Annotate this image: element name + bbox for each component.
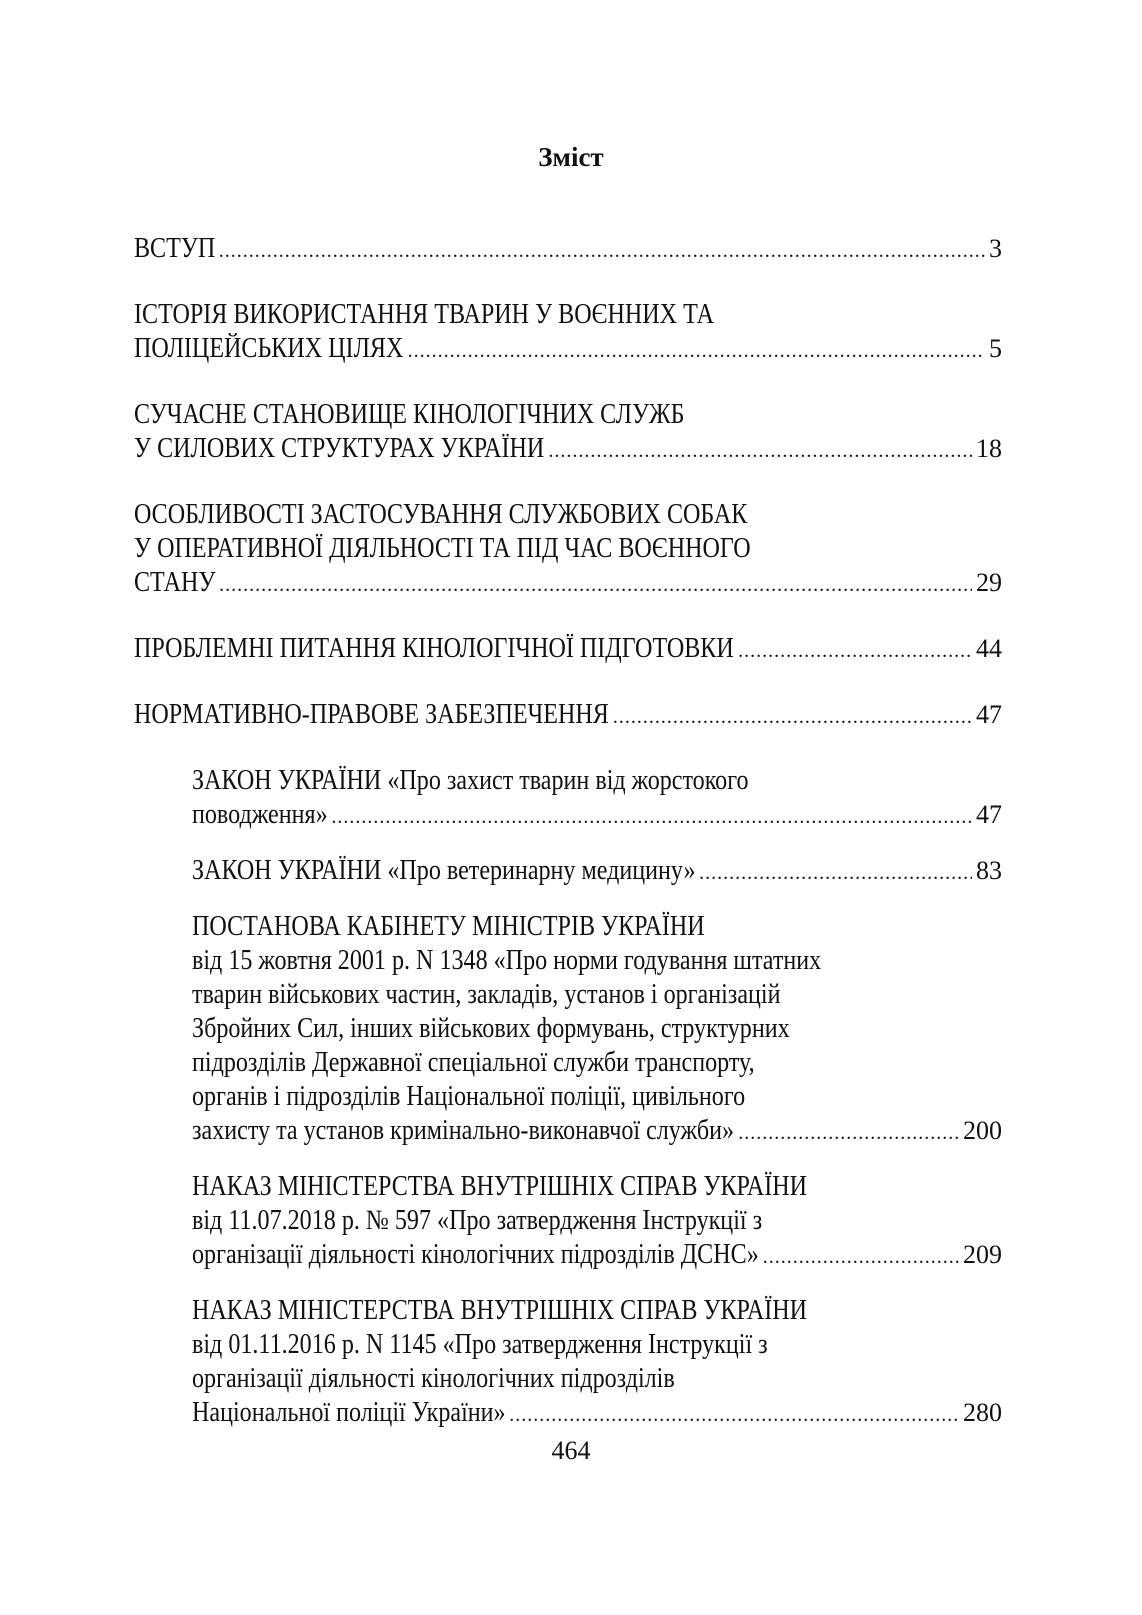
dot-leader: [738, 634, 972, 668]
dot-leader: [219, 234, 985, 268]
dot-leader: [548, 434, 972, 468]
toc-page-number: 3: [989, 234, 1002, 263]
toc-entry-title: ПРОБЛЕМНІ ПИТАННЯ КІНОЛОГІЧНОЇ ПІДГОТОВКИ: [134, 633, 734, 664]
toc-entry-line: підрозділів Державної спеціальної служби транспорту,: [192, 1047, 755, 1078]
toc-entry-line: організації діяльності кінологічних підрозділів: [192, 1363, 675, 1394]
toc-entry-line: НАКАЗ МІНІСТЕРСТВА ВНУТРІШНІХ СПРАВ УКРАЇНИ: [192, 1295, 808, 1326]
toc-entry-title: СТАНУ: [134, 567, 216, 598]
toc-entry-last-line: [192, 798, 1002, 834]
dot-leader: [699, 856, 972, 890]
toc-entry-last-line: [134, 566, 1002, 602]
toc-entry-title: ПОЛІЦЕЙСЬКИХ ЦІЛЯХ: [134, 333, 404, 364]
dot-leader: [763, 1240, 959, 1274]
dot-leader: [331, 800, 972, 834]
toc-page-number: 29: [976, 568, 1002, 597]
toc-page-number: 44: [976, 634, 1002, 663]
toc-entry[interactable]: [134, 298, 1002, 368]
toc-page-number: 209: [963, 1240, 1002, 1269]
toc-entry-line: ЗАКОН УКРАЇНИ «Про захист тварин від жорстокого: [192, 765, 749, 796]
toc-page-number: 47: [976, 700, 1002, 729]
toc-entry[interactable]: [192, 1170, 1002, 1274]
dot-leader: [408, 334, 985, 368]
toc-entry-title: ВСТУП: [134, 233, 216, 264]
toc-entry-last-line: [192, 854, 1002, 890]
toc-page-number: 47: [976, 800, 1002, 829]
toc-entry-line: від 11.07.2018 р. № 597 «Про затвердження Інструкції з: [192, 1205, 763, 1236]
toc-entry-line: від 01.11.2016 р. N 1145 «Про затвердження Інструкції з: [192, 1329, 768, 1360]
toc-entry[interactable]: [134, 398, 1002, 468]
toc-page-number: 18: [976, 434, 1002, 463]
table-of-contents: [134, 232, 1002, 1452]
toc-entry-line: ОСОБЛИВОСТІ ЗАСТОСУВАННЯ СЛУЖБОВИХ СОБАК: [134, 499, 748, 530]
toc-entry[interactable]: [134, 232, 1002, 268]
toc-entry-line: органів і підрозділів Національної поліції, цивільного: [192, 1081, 746, 1112]
toc-entry-title: У СИЛОВИХ СТРУКТУРАХ УКРАЇНИ: [134, 433, 545, 464]
dot-leader: [219, 568, 972, 602]
toc-entry-title: НОРМАТИВНО-ПРАВОВЕ ЗАБЕЗПЕЧЕННЯ: [134, 699, 609, 730]
toc-entry[interactable]: [192, 764, 1002, 834]
toc-entry-last-line: [192, 1114, 1002, 1150]
page-number: 464: [551, 1436, 591, 1465]
toc-entry[interactable]: [134, 632, 1002, 668]
toc-entry-line: ІСТОРІЯ ВИКОРИСТАННЯ ТВАРИН У ВОЄННИХ ТА: [134, 299, 714, 330]
toc-entry[interactable]: [192, 1294, 1002, 1432]
toc-page-number: 5: [989, 334, 1002, 363]
toc-entry[interactable]: [192, 910, 1002, 1150]
toc-entry-line: ПОСТАНОВА КАБІНЕТУ МІНІСТРІВ УКРАЇНИ: [192, 911, 705, 942]
toc-entry-title: поводження»: [192, 799, 328, 830]
dot-leader: [738, 1116, 959, 1150]
toc-entry[interactable]: [192, 854, 1002, 890]
toc-entry-title: організації діяльності кінологічних підрозділів ДСНС»: [192, 1239, 759, 1270]
toc-entry-title: Національної поліції України»: [192, 1397, 506, 1428]
toc-entry-last-line: [134, 332, 1002, 368]
toc-entry-last-line: [134, 432, 1002, 468]
toc-entry-line: тварин військових частин, закладів, установ і організацій: [192, 979, 781, 1010]
toc-entry-line: від 15 жовтня 2001 р. N 1348 «Про норми годування штатних: [192, 945, 822, 976]
toc-entry-line: Збройних Сил, інших військових формувань, структурних: [192, 1013, 790, 1044]
toc-page-number: 200: [963, 1116, 1002, 1145]
toc-entry-line: СУЧАСНЕ СТАНОВИЩЕ КІНОЛОГІЧНИХ СЛУЖБ: [134, 399, 685, 430]
toc-entry-last-line: [134, 632, 1002, 668]
toc-entry-title: ЗАКОН УКРАЇНИ «Про ветеринарну медицину»: [192, 855, 696, 886]
toc-entry-title: захисту та установ кримінально-виконавчої служби»: [192, 1115, 735, 1146]
toc-page-number: 83: [976, 856, 1002, 885]
toc-entry-last-line: [134, 698, 1002, 734]
toc-entry-last-line: [192, 1396, 1002, 1432]
dot-leader: [613, 700, 972, 734]
toc-entry[interactable]: [134, 698, 1002, 734]
dot-leader: [509, 1398, 959, 1432]
toc-entry-last-line: [192, 1238, 1002, 1274]
toc-entry-line: У ОПЕРАТИВНОЇ ДІЯЛЬНОСТІ ТА ПІД ЧАС ВОЄННОГО: [134, 533, 751, 564]
toc-entry-line: НАКАЗ МІНІСТЕРСТВА ВНУТРІШНІХ СПРАВ УКРАЇНИ: [192, 1171, 808, 1202]
toc-page-number: 280: [963, 1398, 1002, 1427]
toc-entry[interactable]: [134, 498, 1002, 602]
page-title: Зміст: [538, 142, 604, 172]
toc-entry-last-line: [134, 232, 1002, 268]
